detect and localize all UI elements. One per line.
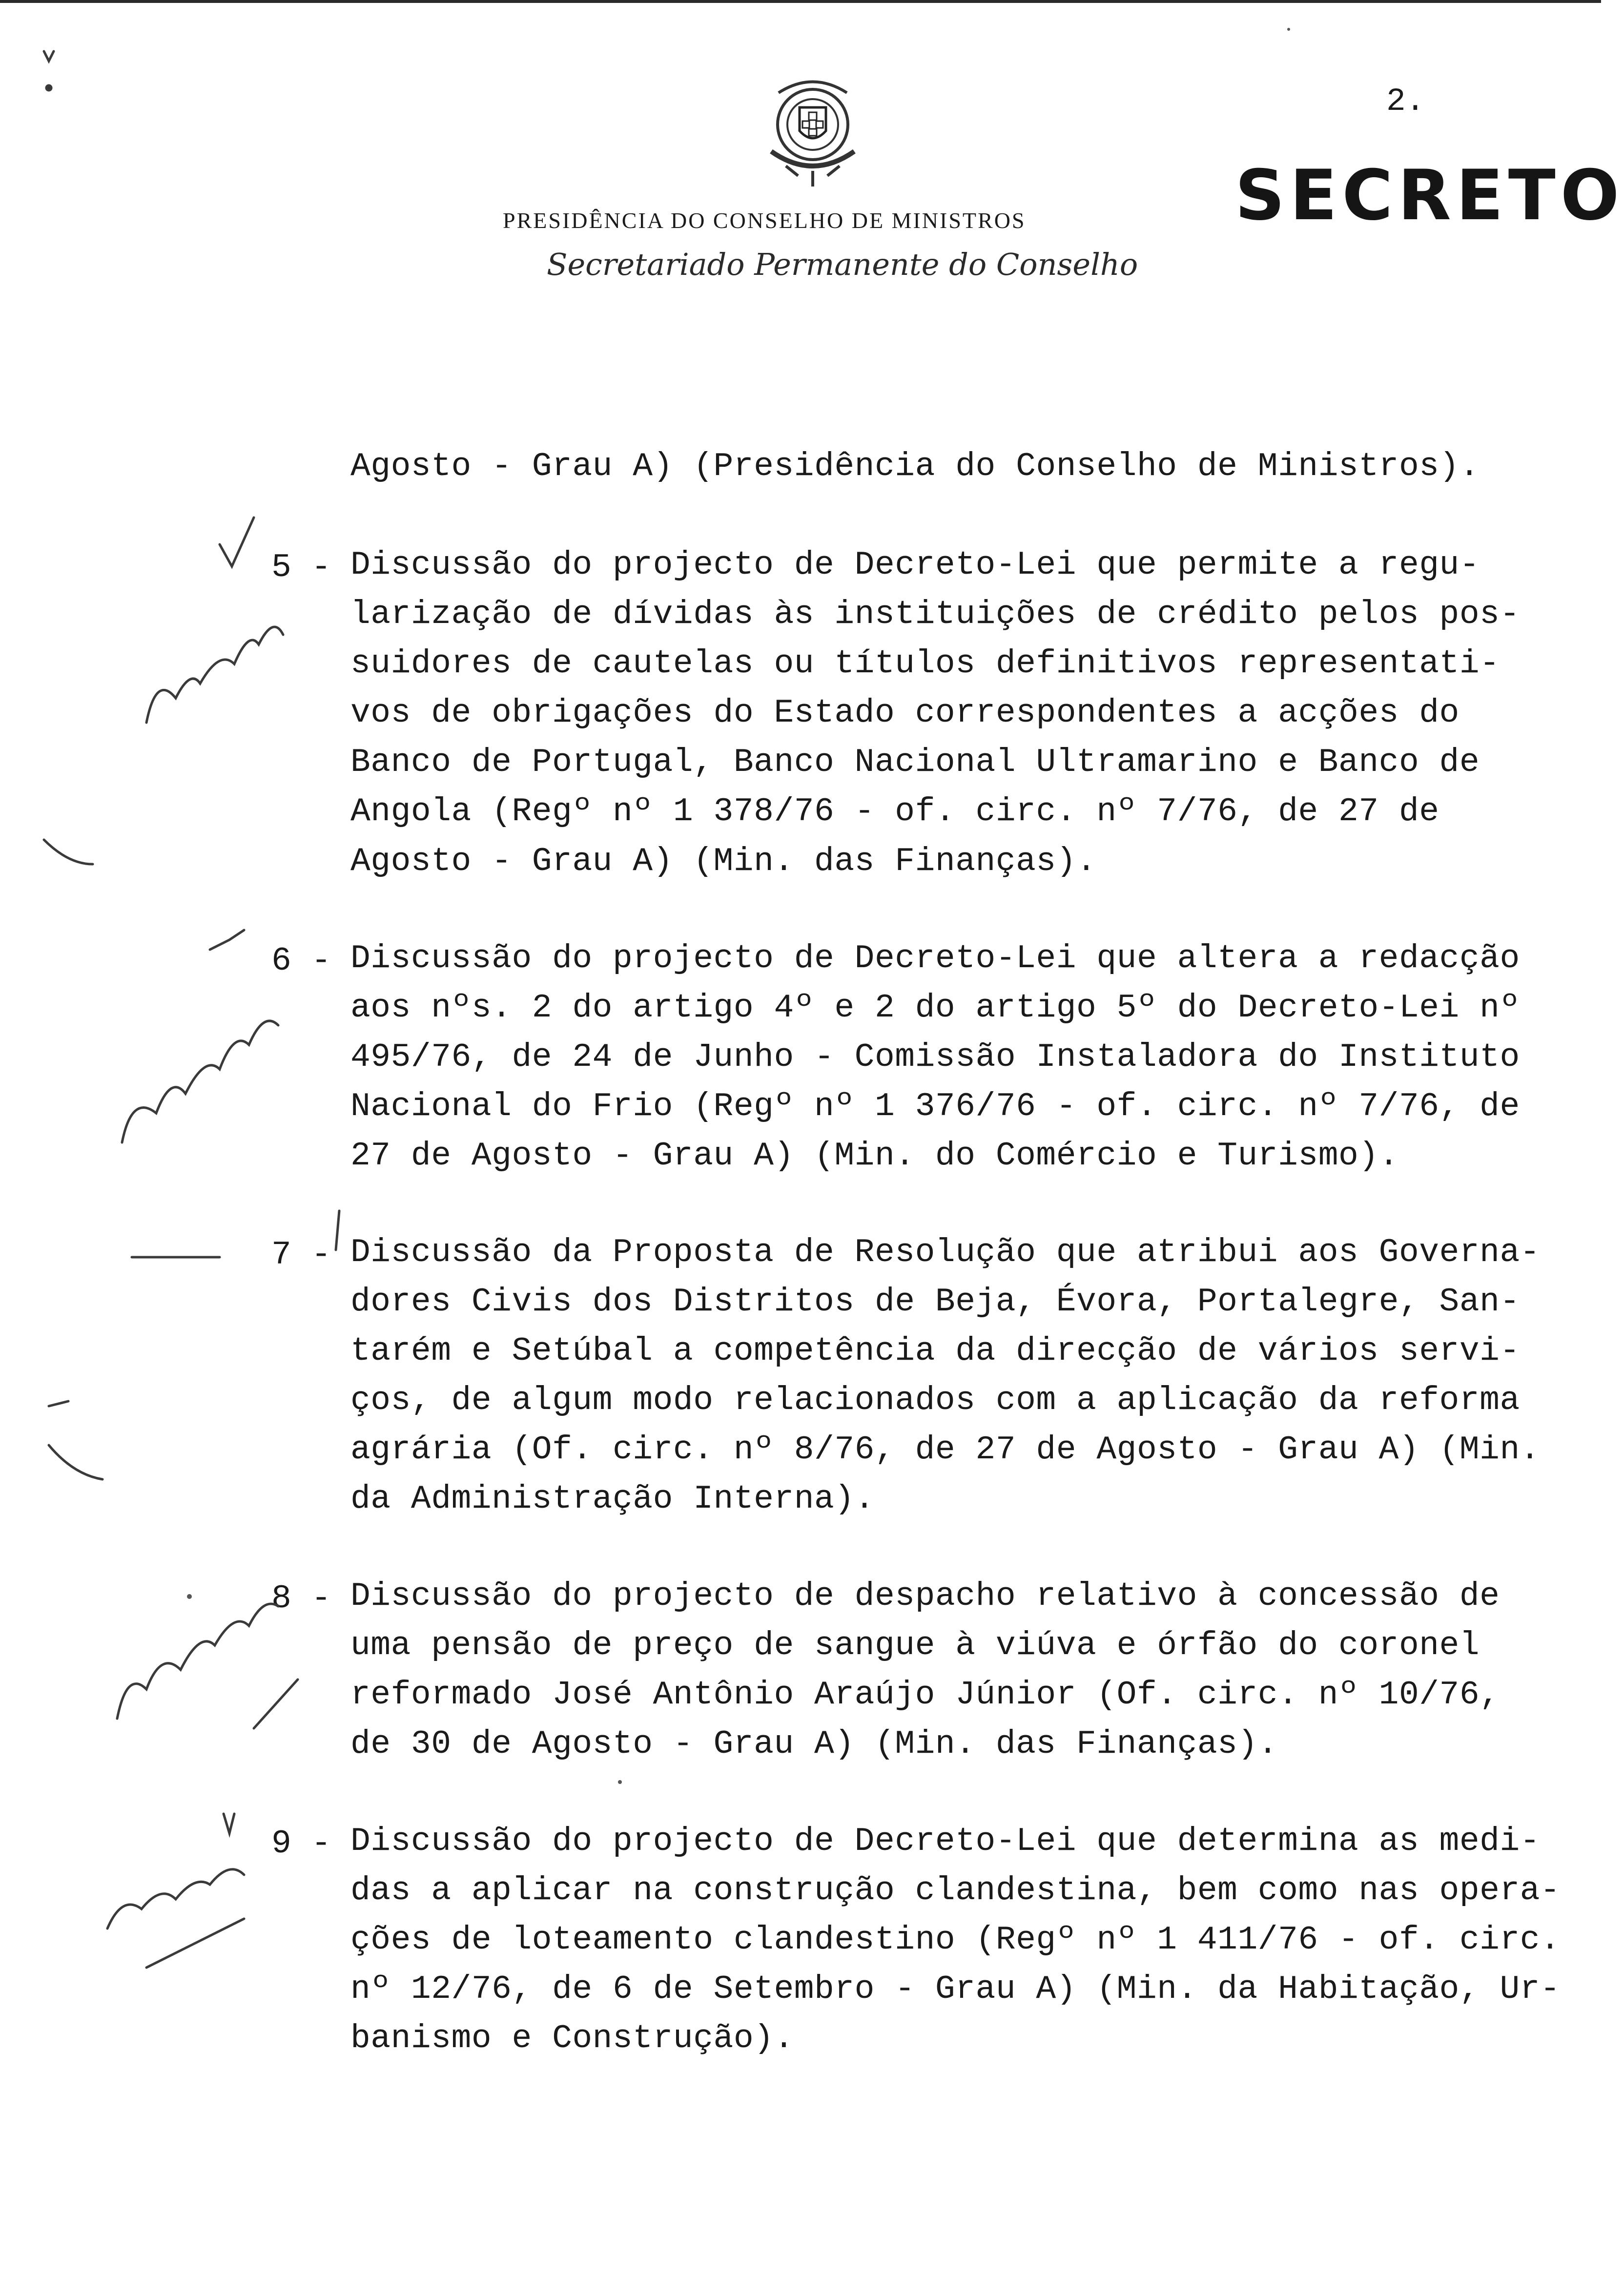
item-8-line: de 30 de Agosto - Grau A) (Min. das Finanças). <box>350 1725 1278 1763</box>
item-6-line: 495/76, de 24 de Junho - Comissão Instaladora do Instituto <box>350 1038 1520 1076</box>
item-7-line: ços, de algum modo relacionados com a aplicação da reforma <box>350 1382 1520 1419</box>
page-number: 2. <box>1386 83 1425 120</box>
item-5-line: larização de dívidas às instituições de crédito pelos pos- <box>350 596 1520 633</box>
item-7-line: Discussão da Proposta de Resolução que atribui aos Governa- <box>350 1234 1541 1271</box>
item-9-line: Discussão do projecto de Decreto-Lei que determina as medi- <box>350 1823 1541 1860</box>
item-5-line: Angola (Regº nº 1 378/76 - of. circ. nº 7/76, de 27 de <box>350 793 1439 830</box>
item-8-number: 8 - <box>271 1580 331 1617</box>
item-6-line: Nacional do Frio (Regº nº 1 376/76 - of. circ. nº 7/76, de <box>350 1088 1520 1125</box>
item-6-line: 27 de Agosto - Grau A) (Min. do Comércio e Turismo). <box>350 1137 1399 1175</box>
item-6-line: Discussão do projecto de Decreto-Lei que altera a redacção <box>350 940 1520 977</box>
item-5-line: suidores de cautelas ou títulos definitivos representati- <box>350 645 1500 683</box>
institution-name: PRESIDÊNCIA DO CONSELHO DE MINISTROS <box>503 208 1026 233</box>
item-6-number: 6 - <box>271 942 331 980</box>
continuation-line: Agosto - Grau A) (Presidência do Conselho de Ministros). <box>350 448 1480 485</box>
classification-stamp: SECRETO <box>1235 155 1624 236</box>
department-name: Secretariado Permanente do Conselho <box>547 247 1138 282</box>
item-7-line: dores Civis dos Distritos de Beja, Évora, Portalegre, San- <box>350 1283 1520 1321</box>
item-8-line: Discussão do projecto de despacho relativo à concessão de <box>350 1577 1500 1615</box>
item-9-line: nº 12/76, de 6 de Setembro - Grau A) (Min. da Habitação, Ur- <box>350 1970 1561 2008</box>
item-8-line: reformado José Antônio Araújo Júnior (Of. circ. nº 10/76, <box>350 1676 1500 1714</box>
item-9-line: das a aplicar na construção clandestina, bem como nas opera- <box>350 1872 1561 1909</box>
item-7-number: 7 - <box>271 1236 331 1274</box>
item-5-line: vos de obrigações do Estado correspondentes a acções do <box>350 694 1460 732</box>
item-9-line: ções de loteamento clandestino (Regº nº 1 411/76 - of. circ. <box>350 1921 1561 1959</box>
item-5-line: Discussão do projecto de Decreto-Lei que permite a regu- <box>350 546 1480 584</box>
item-7-line: agrária (Of. circ. nº 8/76, de 27 de Agosto - Grau A) (Min. <box>350 1431 1541 1469</box>
item-8-line: uma pensão de preço de sangue à viúva e órfão do coronel <box>350 1627 1480 1664</box>
item-9-line: banismo e Construção). <box>350 2020 794 2057</box>
item-7-line: tarém e Setúbal a competência da direcção de vários servi- <box>350 1332 1520 1370</box>
item-9-number: 9 - <box>271 1825 331 1863</box>
item-5-line: Agosto - Grau A) (Min. das Finanças). <box>350 843 1097 880</box>
item-5-number: 5 - <box>271 549 331 586</box>
item-7-line: da Administração Interna). <box>350 1480 875 1518</box>
item-5-line: Banco de Portugal, Banco Nacional Ultramarino e Banco de <box>350 744 1480 781</box>
item-6-line: aos nºs. 2 do artigo 4º e 2 do artigo 5º do Decreto-Lei nº <box>350 989 1520 1027</box>
